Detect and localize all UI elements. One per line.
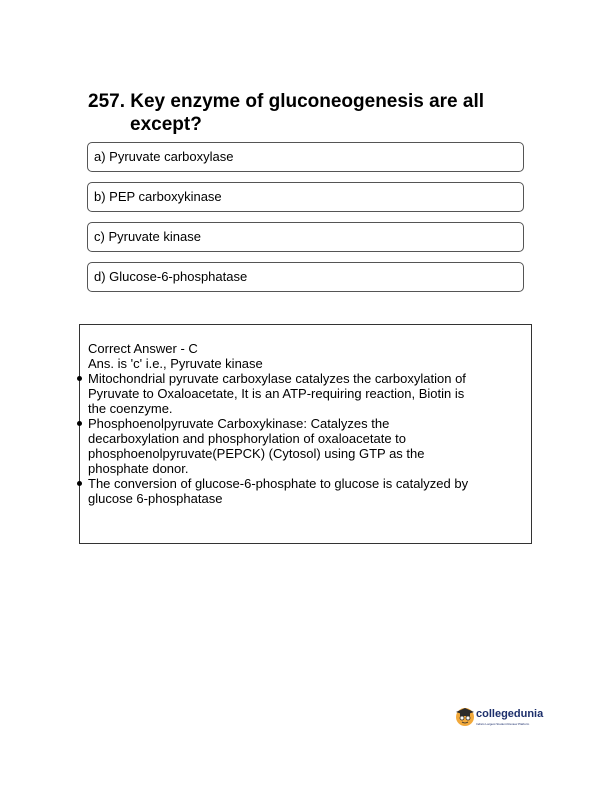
graduate-mascot-icon — [454, 705, 476, 727]
explanation-item-2 — [88, 416, 517, 476]
explanation-2-line-3: phosphoenolpyruvate(PEPCK) (Cytosol) using GTP as the — [88, 446, 425, 461]
logo-tagline: India's Largest Student Review Platform — [476, 722, 530, 726]
question-text-1: Key enzyme of gluconeogenesis are all — [130, 91, 485, 112]
bullet-icon — [77, 481, 82, 486]
option-d[interactable]: d) Glucose-6-phosphatase — [87, 262, 524, 292]
collegedunia-logo — [454, 705, 554, 733]
explanation-3-line-1: The conversion of glucose-6-phosphate to glucose is catalyzed by — [88, 476, 469, 491]
option-c[interactable]: c) Pyruvate kinase — [87, 222, 524, 252]
question-line-1 — [88, 90, 528, 113]
question-heading — [88, 90, 528, 136]
option-b[interactable]: b) PEP carboxykinase — [87, 182, 524, 212]
answer-explanation-box — [79, 324, 532, 544]
question-number: 257. — [88, 91, 125, 112]
question-text-2: except? — [130, 114, 202, 135]
explanation-list — [88, 371, 517, 506]
bullet-icon — [77, 376, 82, 381]
bullet-icon — [77, 421, 82, 426]
explanation-1-line-3: the coenzyme. — [88, 401, 173, 416]
option-a[interactable]: a) Pyruvate carboxylase — [87, 142, 524, 172]
explanation-item-3 — [88, 476, 517, 506]
correct-answer-label: Correct Answer - C — [88, 341, 198, 356]
explanation-2-line-1: Phosphoenolpyruvate Carboxykinase: Catalyzes the — [88, 416, 390, 431]
logo-brand-text: collegedunia — [476, 708, 544, 720]
explanation-1-line-1: Mitochondrial pyruvate carboxylase catalyzes the carboxylation of — [88, 371, 466, 386]
answer-summary: Ans. is 'c' i.e., Pyruvate kinase — [88, 356, 263, 371]
explanation-2-line-2: decarboxylation and phosphorylation of oxaloacetate to — [88, 431, 406, 446]
explanation-2-line-4: phosphate donor. — [88, 461, 189, 476]
explanation-3-line-2: glucose 6-phosphatase — [88, 491, 223, 506]
explanation-item-1 — [88, 371, 517, 416]
explanation-1-line-2: Pyruvate to Oxaloacetate, It is an ATP-requiring reaction, Biotin is — [88, 386, 465, 401]
